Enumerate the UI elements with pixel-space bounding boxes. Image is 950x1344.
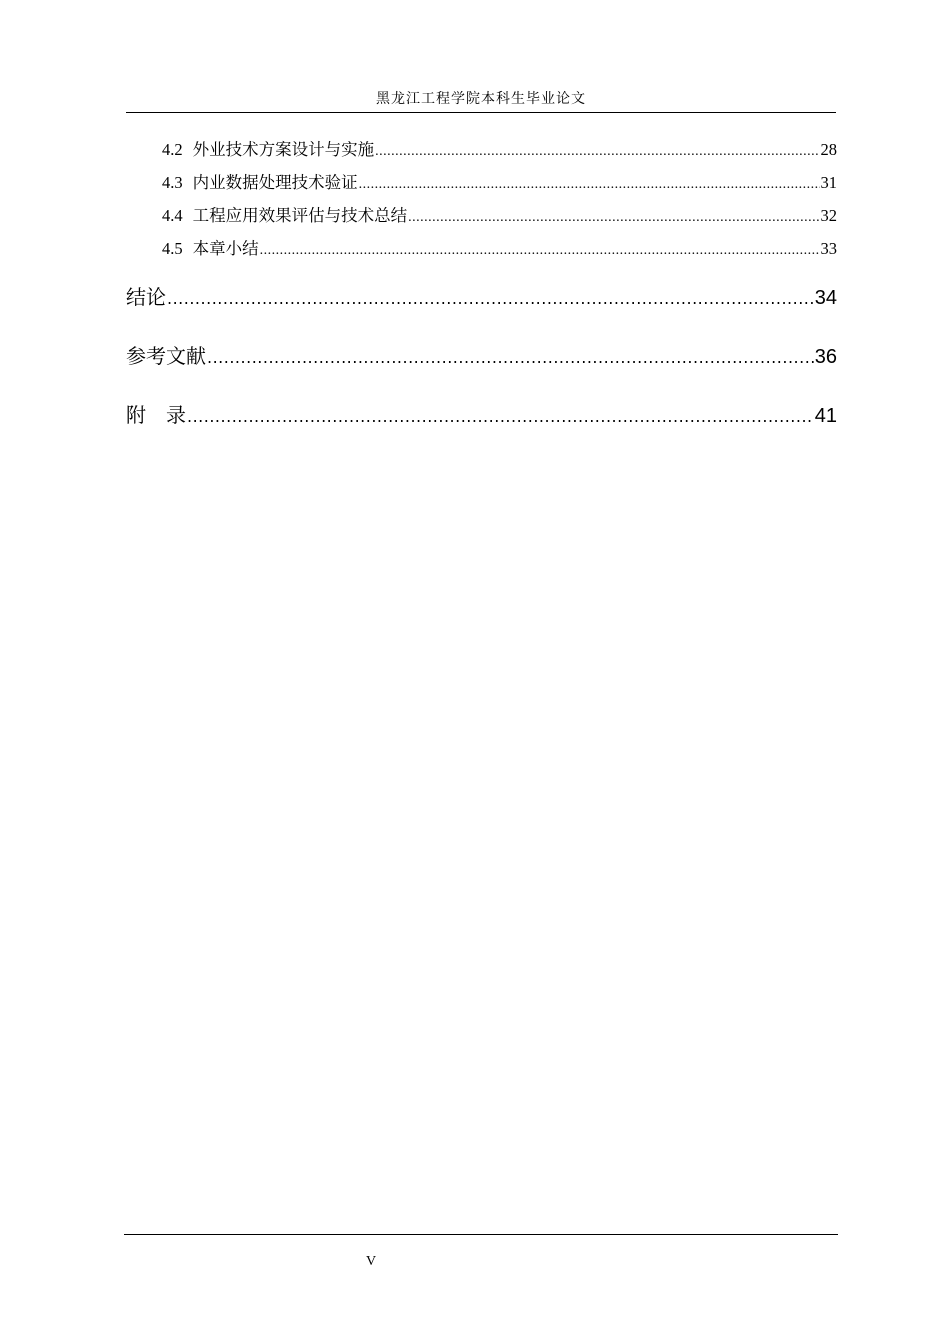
- toc-entry-4-2[interactable]: [126, 138, 837, 171]
- toc-entry-title: 参考文献: [126, 344, 206, 368]
- toc-entry-title: 结论: [126, 285, 166, 309]
- toc-leader-dots: [167, 284, 814, 314]
- toc-entry-page: 28: [820, 140, 837, 159]
- toc-entry-title: 工程应用效果评估与技术总结: [192, 206, 408, 225]
- toc-entry-references[interactable]: [126, 341, 837, 400]
- toc-entry-page: 41: [814, 405, 837, 427]
- toc-entry-4-4[interactable]: [126, 204, 837, 237]
- toc-leader-dots: [187, 402, 814, 432]
- page-header: [126, 88, 836, 113]
- toc-entry-conclusion[interactable]: [126, 282, 837, 341]
- toc-leader-dots: [375, 140, 819, 164]
- toc-entry-page: 34: [814, 287, 837, 309]
- toc-entry-number: 4.4: [162, 206, 183, 225]
- toc-entry-page: 36: [814, 346, 837, 368]
- toc-leader-dots: [359, 173, 820, 197]
- toc-entry-title: 本章小结: [192, 239, 259, 258]
- toc-entry-page: 32: [820, 206, 837, 225]
- toc-entry-4-3[interactable]: [126, 171, 837, 204]
- footer-divider: [124, 1234, 838, 1235]
- toc-entry-title: 附 录: [126, 403, 186, 427]
- header-title: 黑龙江工程学院本科生毕业论文: [376, 91, 586, 107]
- toc-entry-number: 4.2: [162, 140, 183, 159]
- toc-entry-4-5[interactable]: [126, 237, 837, 270]
- toc-entry-number: 4.5: [162, 239, 183, 258]
- toc-entry-appendix[interactable]: [126, 400, 837, 459]
- toc-entry-number: 4.3: [162, 173, 183, 192]
- toc-leader-dots: [260, 239, 820, 263]
- toc-entry-page: 33: [820, 239, 837, 258]
- toc-entry-page: 31: [820, 173, 837, 192]
- footer-page-number: V: [366, 1254, 377, 1269]
- toc-leader-dots: [408, 206, 819, 230]
- table-of-contents: [126, 138, 837, 459]
- toc-leader-dots: [207, 343, 814, 373]
- toc-entry-title: 外业技术方案设计与实施: [192, 140, 375, 159]
- toc-entry-title: 内业数据处理技术验证: [192, 173, 358, 192]
